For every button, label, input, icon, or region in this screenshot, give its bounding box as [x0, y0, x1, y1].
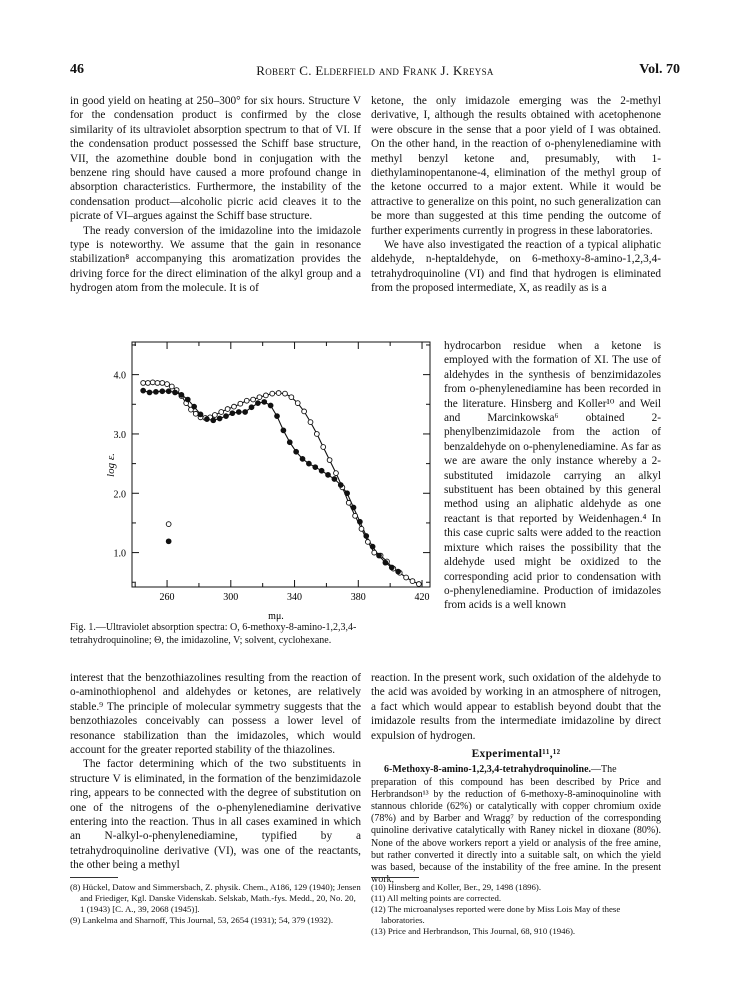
data-point-filled	[351, 505, 356, 510]
paragraph: The factor determining which of the two substituents in structure V is eliminated, in the formation of the benzimidazole ring, appears to be connected with the degree of substitution on one of the nitrogens of the o-phenylenediamine derivative entering into the reaction. Thus in all cases examined in which an N-alkyl-o-phenylenediamine, typified by a tetrahydroquinoline derivative (VI), was one of the reactants, the other being a methyl	[70, 758, 361, 872]
footnotes-right	[371, 882, 661, 937]
data-point-filled	[275, 414, 280, 419]
data-point-filled	[300, 456, 305, 461]
footnote: (13) Price and Herbrandson, This Journal, 68, 910 (1946).	[371, 926, 576, 936]
data-point-filled	[147, 390, 152, 395]
paragraph: reaction. In the present work, such oxidation of the aldehyde to the acid was avoided by working in an atmosphere of nitrogen, a fact which would appear to establish beyond doubt that the imidazole results from the intermediate imidazoline by direct expulsion of hydrogen.	[371, 672, 661, 742]
footnote: (12) The microanalyses reported were done by Miss Lois May of these laboratories.	[371, 904, 621, 925]
section-heading: Experimental¹¹,¹²	[471, 748, 561, 761]
data-point-filled	[306, 461, 311, 466]
data-point-open	[219, 410, 224, 415]
data-point-filled	[377, 553, 382, 558]
y-tick-label: 2.0	[113, 489, 126, 501]
data-point-open	[314, 432, 319, 437]
data-point-filled	[179, 392, 184, 397]
data-point-filled	[338, 483, 343, 488]
data-point-open	[212, 413, 217, 418]
plot-frame	[132, 342, 430, 587]
data-point-open	[308, 420, 313, 425]
data-point-open	[289, 395, 294, 400]
x-tick-label: 420	[414, 592, 430, 603]
data-point-open	[327, 458, 332, 463]
data-point-filled	[160, 389, 165, 394]
series-points	[141, 380, 421, 586]
data-point-open	[346, 500, 351, 505]
data-point-filled	[243, 410, 248, 415]
data-point-filled	[249, 405, 254, 410]
data-point-filled	[294, 449, 299, 454]
data-point-open	[416, 582, 421, 587]
compound-title: 6-Methoxy-8-amino-1,2,3,4-tetrahydroquinoline.	[384, 764, 592, 776]
data-point-open	[270, 391, 275, 396]
data-point-open	[334, 471, 339, 476]
left-column-top	[70, 94, 361, 296]
data-point-open	[193, 411, 198, 416]
figure-caption: Fig. 1.—Ultraviolet absorption spectra: O, 6-methoxy-8-amino-1,2,3,4-tetrahydroquinoline; Θ, the imidazoline, V; solvent, cyclohexane.	[70, 622, 357, 646]
data-point-filled	[370, 544, 375, 549]
data-point-filled	[364, 534, 369, 539]
data-point-filled	[262, 400, 267, 405]
volume-label: Vol. 70	[639, 62, 680, 77]
y-axis-label: log ε.	[105, 453, 117, 477]
data-point-filled	[268, 403, 273, 408]
data-point-open	[321, 445, 326, 450]
x-tick-labels	[160, 592, 430, 603]
data-point-open	[263, 393, 268, 398]
data-point-filled	[255, 401, 260, 406]
footnote: (11) All melting points are corrected.	[371, 893, 502, 903]
data-point-open	[232, 404, 237, 409]
data-point-filled	[396, 569, 401, 574]
footnote: (8) Hückel, Datow and Simmersbach, Z. physik. Chem., A186, 129 (1940); Jensen and Friediger, Kgl. Danske Videnskab. Selskab, Math.-fys. Medd., 20, No. 20, 1 (1943) [C. A., 39, 2068 (1945)].	[70, 882, 361, 914]
data-point-open	[150, 380, 155, 385]
left-column-bottom	[70, 671, 361, 873]
data-point-filled	[166, 389, 171, 394]
data-point-filled	[224, 414, 229, 419]
right-column-wrap-text	[444, 339, 661, 613]
data-point-filled	[332, 477, 337, 482]
data-point-filled	[383, 560, 388, 565]
data-point-open	[302, 409, 307, 414]
y-tick-label: 4.0	[113, 370, 126, 382]
data-point-open	[141, 381, 146, 386]
data-point-open	[257, 395, 262, 400]
footnote-rule	[70, 877, 118, 878]
data-point-filled	[281, 428, 286, 433]
axis-ticks	[132, 342, 430, 587]
x-tick-label: 300	[223, 592, 239, 603]
data-point-filled	[389, 565, 394, 570]
x-tick-label: 260	[159, 592, 175, 603]
data-point-filled	[211, 418, 216, 423]
data-point-filled	[319, 468, 324, 473]
y-tick-label: 3.0	[113, 429, 126, 441]
data-point-filled	[141, 388, 146, 393]
data-point-filled	[154, 389, 159, 394]
series-line-2	[143, 391, 398, 572]
right-column-bottom	[371, 671, 661, 886]
data-point-open	[244, 398, 249, 403]
x-tick-label: 380	[350, 592, 366, 603]
paragraph: The ready conversion of the imidazoline into the imidazole type is noteworthy. We assume that the gain in resonance stabilization⁸ accompanying this aromatization provides the driving force for the direct elimination of the alkyl group and a hydrogen atom from the molecule. It is of	[70, 224, 361, 295]
y-tick-label: 1.0	[113, 548, 126, 560]
data-point-filled	[313, 465, 318, 470]
data-point-open	[251, 397, 256, 402]
data-point-filled	[192, 404, 197, 409]
data-point-filled	[185, 397, 190, 402]
data-point-open	[155, 381, 160, 386]
data-point-filled	[236, 410, 241, 415]
data-point-filled	[326, 472, 331, 477]
data-point-filled	[166, 539, 171, 544]
data-point-open	[283, 391, 288, 396]
data-point-filled	[357, 519, 362, 524]
uv-spectrum-chart	[70, 337, 442, 622]
paragraph: ketone, the only imidazole emerging was the 2-methyl derivative, I, although the results obtained with acetophenone were obscure in the sense that a poor yield of I was obtained. On the other hand, in the reaction of o-phenylenediamine with methyl benzyl ketone and, presumably, with 1-diethylaminopentanone-4, elimination of the methyl group of the ketone occurred to a major extent. While it would be attractive to generalize on this point, no such generalization can be more than suggested at this time pending the outcome of further experiments currently in progress in these laboratories.	[371, 95, 661, 237]
data-point-open	[166, 522, 171, 527]
data-point-open	[146, 381, 151, 386]
data-point-open	[160, 381, 165, 386]
data-point-open	[238, 401, 243, 406]
experimental-text: —The preparation of this compound has been described by Price and Herbrandson¹³ by the reduction of 6-methoxy-8-aminoquinoline with stannous chloride (62%) or catalytically with copper chromium oxide (78%) and by Barber and Wragg⁷ by reduction of the corresponding quinoline derivative catalytically with Raney nickel in dioxane (80%). None of the above workers report a yield or analysis of the free amine, but rather converted it directly into a suitable salt, on which the yield was based, because of the instability of the free amine. In the present work,	[371, 764, 661, 886]
data-point-open	[295, 401, 300, 406]
right-column-top	[371, 94, 661, 296]
data-point-open	[410, 579, 415, 584]
footnote: (9) Lankelma and Sharnoff, This Journal, 53, 2654 (1931); 54, 379 (1932).	[70, 915, 334, 925]
paragraph: We have also investigated the reaction of a typical aliphatic aldehyde, n-heptaldehyde, on 6-methoxy-8-amino-1,2,3,4-tetrahydroquinoline (VI) and find that hydrogen is eliminated from the proposed intermediate, X, as readily as is a	[371, 239, 661, 295]
page-header	[70, 62, 680, 82]
data-point-open	[359, 526, 364, 531]
footnote-rule	[371, 877, 419, 878]
data-point-open	[165, 382, 170, 387]
data-point-filled	[204, 417, 209, 422]
data-point-open	[169, 384, 174, 389]
experimental-paragraph	[371, 764, 661, 886]
x-axis-label: mμ.	[268, 611, 284, 622]
data-point-open	[353, 513, 358, 518]
data-point-open	[372, 550, 377, 555]
paragraph: interest that the benzothiazolines resulting from the reaction of o-aminothiophenol and aldehydes or ketones, are relatively stable.⁹ The principle of molecular symmetry suggests that the benzothiazoles conceivably can possess a lower level of resonance stabilization than the imidazoles, which would account for the greater reported stability of the thiazolines.	[70, 672, 361, 757]
page-number: 46	[70, 62, 84, 77]
data-point-filled	[230, 411, 235, 416]
footnote: (10) Hinsberg and Koller, Ber., 29, 1498 (1896).	[371, 882, 542, 892]
data-point-open	[225, 407, 230, 412]
footnotes-left	[70, 882, 361, 926]
running-authors: Robert C. Elderfield and Frank J. Kreysa	[256, 63, 494, 78]
data-point-filled	[287, 440, 292, 445]
x-tick-label: 340	[287, 592, 303, 603]
data-point-open	[404, 575, 409, 580]
data-point-filled	[173, 390, 178, 395]
data-point-filled	[345, 491, 350, 496]
data-point-filled	[217, 416, 222, 421]
data-point-open	[365, 540, 370, 545]
paragraph: hydrocarbon residue when a ketone is employed with the formation of XI. The use of aldehydes in the synthesis of benzimidazoles from o-phenylenediamine has been recorded in the literature. Hinsberg and Koller¹⁰ and Weil and Marcinkowska⁶ obtained 2-phenylbenzimidazole from the action of benzaldehyde on o-phenylenediamine. As far as we are aware the only instance whereby a 2-substituted imidazole carrying an alkyl substituent has been obtained by this general method using an aliphatic aldehyde as one reactant is that reported by Weidenhagen.⁴ In this case cupric salts were added to the reaction mixture which raises the possibility that the aldehyde used might be oxidized to the corresponding acid prior to condensation with o-phenylenediamine. Production of imidazoles from acids is a well known	[444, 340, 661, 612]
data-point-open	[276, 391, 281, 396]
data-point-filled	[198, 412, 203, 417]
paragraph: in good yield on heating at 250–300° for six hours. Structure V for the condensation product is confirmed by the close similarity of its ultraviolet absorption spectrum to that of VI. If the condensation product possessed the Schiff base structure, VII, the azomethine double bond in conjugation with the benzene ring should have caused a more profound change in absorption characteristics. Furthermore, the instability of the condensation product—alcoholic picric acid cleaves it to the picrate of VI–argues against the Schiff base structure.	[70, 95, 361, 223]
